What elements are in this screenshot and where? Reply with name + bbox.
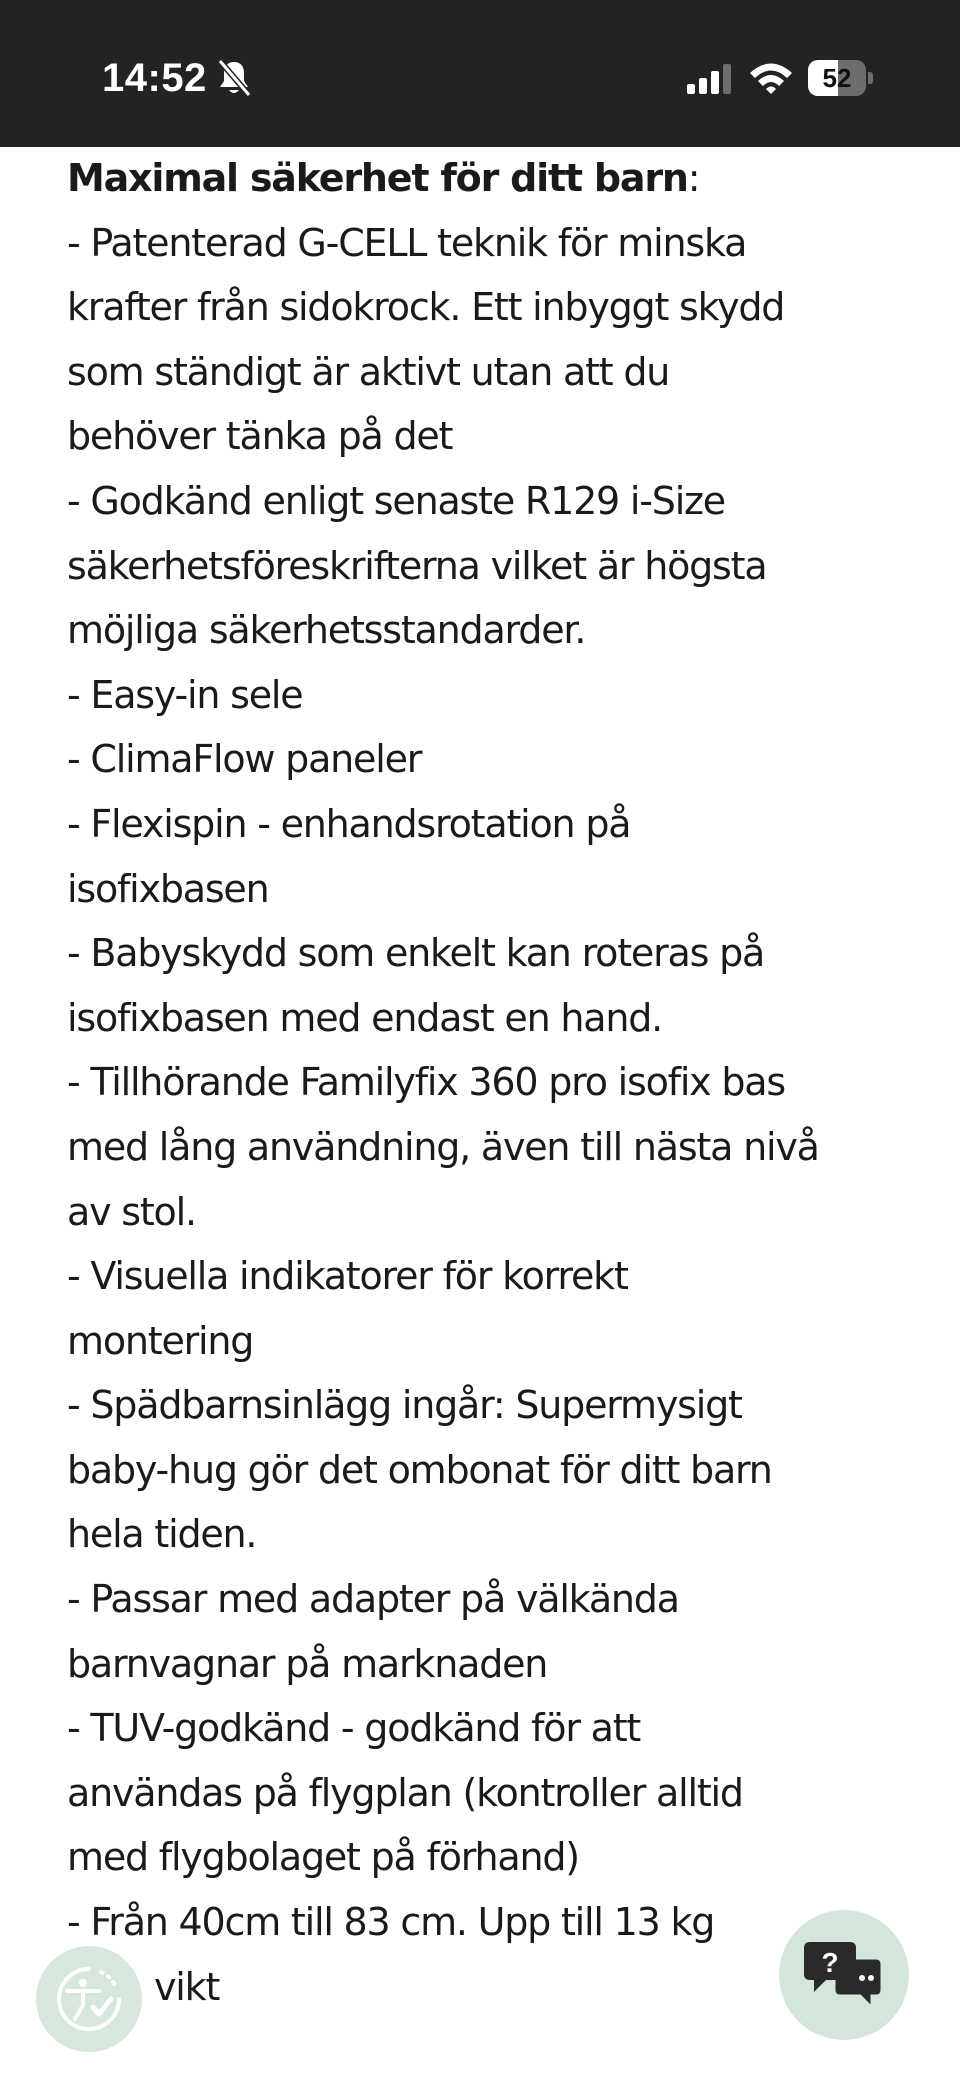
description-line: användas på flygplan (kontroller alltid (67, 1770, 743, 1815)
description-line: - Babyskydd som enkelt kan roteras på (67, 931, 765, 976)
description-line: behöver tänka på det (67, 414, 453, 459)
help-glyph: ? (821, 1947, 839, 1978)
description-line: som ständigt är aktivt utan att du (67, 349, 670, 394)
description-line: baby-hug gör det ombonat för ditt barn (67, 1447, 772, 1492)
description-line: av stol. (67, 1189, 196, 1234)
description-line: - Visuella indikatorer för korrekt (67, 1254, 628, 1299)
description-line: isofixbasen med endast en hand. (67, 995, 663, 1040)
description-line: - Patenterad G-CELL teknik för minska (67, 220, 747, 265)
description-line: säkerhetsföreskrifterna vilket är högsta (67, 543, 767, 588)
description-line: krafter från sidokrock. Ett inbyggt skydd (67, 285, 785, 330)
wifi-icon (748, 60, 794, 96)
description-line: vikt (154, 1964, 220, 2009)
battery-body (808, 60, 866, 96)
help-chat-button[interactable] (779, 1910, 909, 2040)
description-line: montering (67, 1318, 254, 1363)
description-line: - Från 40cm till 83 cm. Upp till 13 kg (67, 1900, 715, 1945)
description-line: - TUV-godkänd - godkänd för att (67, 1706, 641, 1751)
description-line: möjliga säkerhetsstandarder. (67, 608, 586, 653)
description-line: hela tiden. (67, 1512, 257, 1557)
battery-icon (808, 60, 874, 96)
status-bar (0, 0, 960, 147)
description-line: - Godkänd enligt senaste R129 i-Size (67, 478, 725, 523)
accessibility-button[interactable] (36, 1946, 142, 2052)
description-line: - Tillhörande Familyfix 360 pro isofix bas (67, 1060, 785, 1105)
help-chat-icon (804, 1940, 884, 2012)
description-line: - ClimaFlow paneler (67, 737, 422, 782)
description-line: - Flexispin - enhandsrotation på (67, 801, 631, 846)
section-heading-suffix: : (687, 156, 700, 200)
description-line: isofixbasen (67, 866, 269, 911)
description-line: barnvagnar på marknaden (67, 1641, 548, 1686)
description-line: - Spädbarnsinlägg ingår: Supermysigt (67, 1383, 742, 1428)
battery-cap (868, 72, 873, 84)
description-line: med flygbolaget på förhand) (67, 1835, 579, 1880)
accessibility-check-icon (53, 1963, 125, 2035)
status-time: 14:52 (102, 56, 207, 100)
product-description (67, 146, 927, 2019)
cellular-signal-icon (687, 64, 733, 94)
section-heading (67, 146, 927, 211)
battery-level: 52 (822, 63, 852, 93)
description-line: - Easy-in sele (67, 672, 303, 717)
description-line: med lång användning, även till nästa nivå (67, 1124, 819, 1169)
description-line: - Passar med adapter på välkända (67, 1577, 679, 1622)
section-heading-bold: Maximal säkerhet för ditt barn (67, 156, 688, 200)
bell-slash-icon (216, 58, 252, 98)
